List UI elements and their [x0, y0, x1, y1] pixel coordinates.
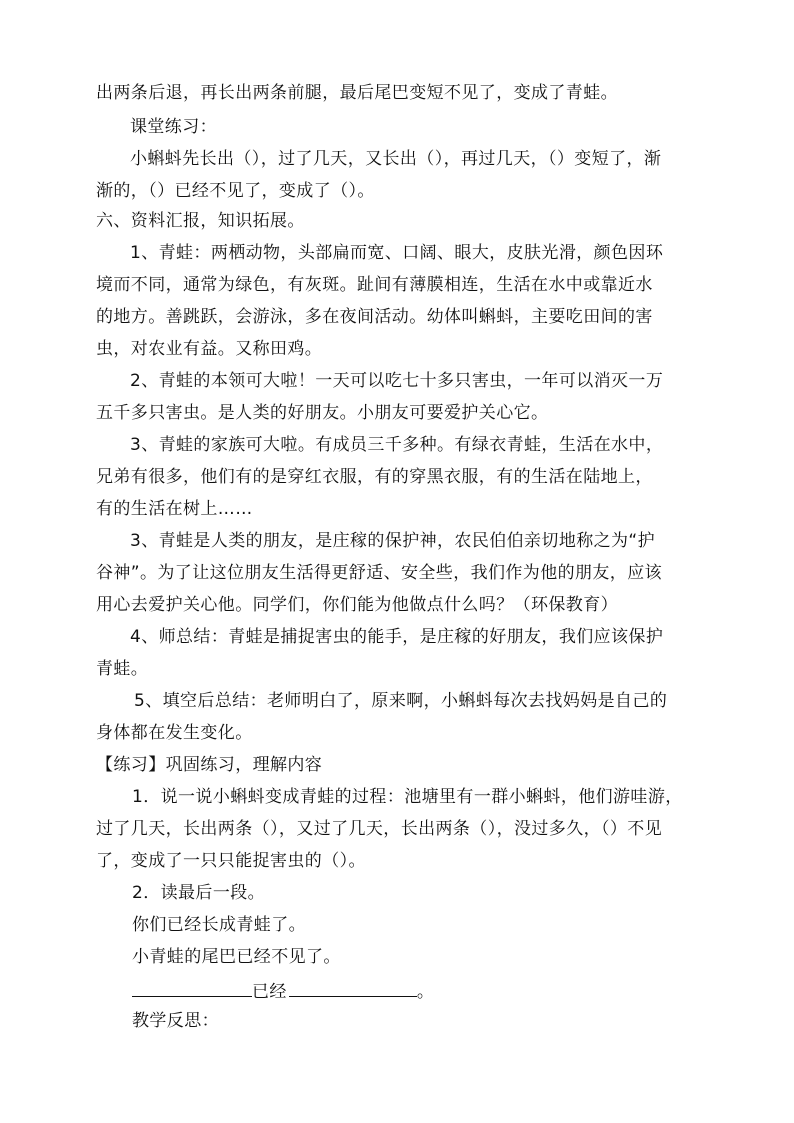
text-line: 有的生活在树上…… [96, 499, 253, 519]
text-line: 4、师总结：青蛙是捕捉害虫的能手，是庄稼的好朋友，我们应该保护 [130, 627, 664, 647]
blank-underline [289, 978, 417, 997]
text-line: 5、填空后总结：老师明白了，原来啊，小蝌蚪每次去找妈妈是自己的 [134, 691, 668, 711]
text-line: 身体都在发生变化。 [96, 723, 253, 743]
text-line: 兄弟有很多，他们有的是穿红衣服，有的穿黑衣服，有的生活在陆地上， [96, 467, 653, 487]
text-line: 过了几天，长出两条（），又过了几天，长出两条（），没过多久，（）不见 [96, 819, 663, 839]
text-line: 2．读最后一段。 [132, 883, 266, 903]
text-line: 青蛙。 [96, 659, 149, 679]
text-line: 出两条后退，再长出两条前腿，最后尾巴变短不见了，变成了青蛙。 [96, 83, 618, 103]
fill-end-text: 。 [416, 982, 435, 1002]
teaching-reflection: 教学反思： [132, 1011, 219, 1031]
text-line: 五千多只害虫。是人类的好朋友。小朋友可要爱护关心它。 [96, 403, 549, 423]
text-line: 课堂练习： [130, 117, 217, 137]
text-line: 虫，对农业有益。又称田鸡。 [96, 339, 323, 359]
text-line: 了，变成了一只只能捉害虫的（）。 [96, 851, 366, 871]
text-line: 1、青蛙：两栖动物，头部扁而宽、口阔、眼大，皮肤光滑，颜色因环 [130, 243, 664, 263]
section-heading: 六、资料汇报，知识拓展。 [96, 211, 305, 231]
text-line: 谷神”。为了让这位朋友生活得更舒适、安全些，我们作为他的朋友，应该 [96, 563, 663, 583]
section-heading: 【练习】巩固练习，理解内容 [96, 755, 323, 775]
text-line: 3、青蛙的家族可大啦。有成员三千多种。有绿衣青蛙，生活在水中， [130, 435, 664, 455]
text-line: 2、青蛙的本领可大啦！一天可以吃七十多只害虫，一年可以消灭一万 [130, 371, 664, 391]
text-line: 的地方。善跳跃，会游泳，多在夜间活动。幼体叫蝌蚪，主要吃田间的害 [96, 307, 653, 327]
text-line: 用心去爱护关心他。同学们，你们能为他做点什么吗？（环保教育） [96, 595, 618, 615]
fill-middle-text: 已经 [252, 982, 287, 1002]
blank-underline [132, 978, 252, 997]
text-line: 小蝌蚪先长出（），过了几天，又长出（），再过几天，（）变短了，渐 [130, 149, 662, 169]
fill-in-blank-line [132, 978, 752, 1003]
text-line: 小青蛙的尾巴已经不见了。 [132, 947, 341, 967]
text-line: 渐的，（）已经不见了，变成了（）。 [96, 181, 375, 201]
text-line: 1．说一说小蝌蚪变成青蛙的过程：池塘里有一群小蝌蚪，他们游哇游， [132, 787, 683, 807]
text-line: 你们已经长成青蛙了。 [132, 915, 306, 935]
text-line: 境而不同，通常为绿色，有灰斑。趾间有薄膜相连，生活在水中或靠近水 [96, 275, 653, 295]
text-line: 3、青蛙是人类的朋友，是庄稼的保护神，农民伯伯亲切地称之为“护 [130, 531, 656, 551]
